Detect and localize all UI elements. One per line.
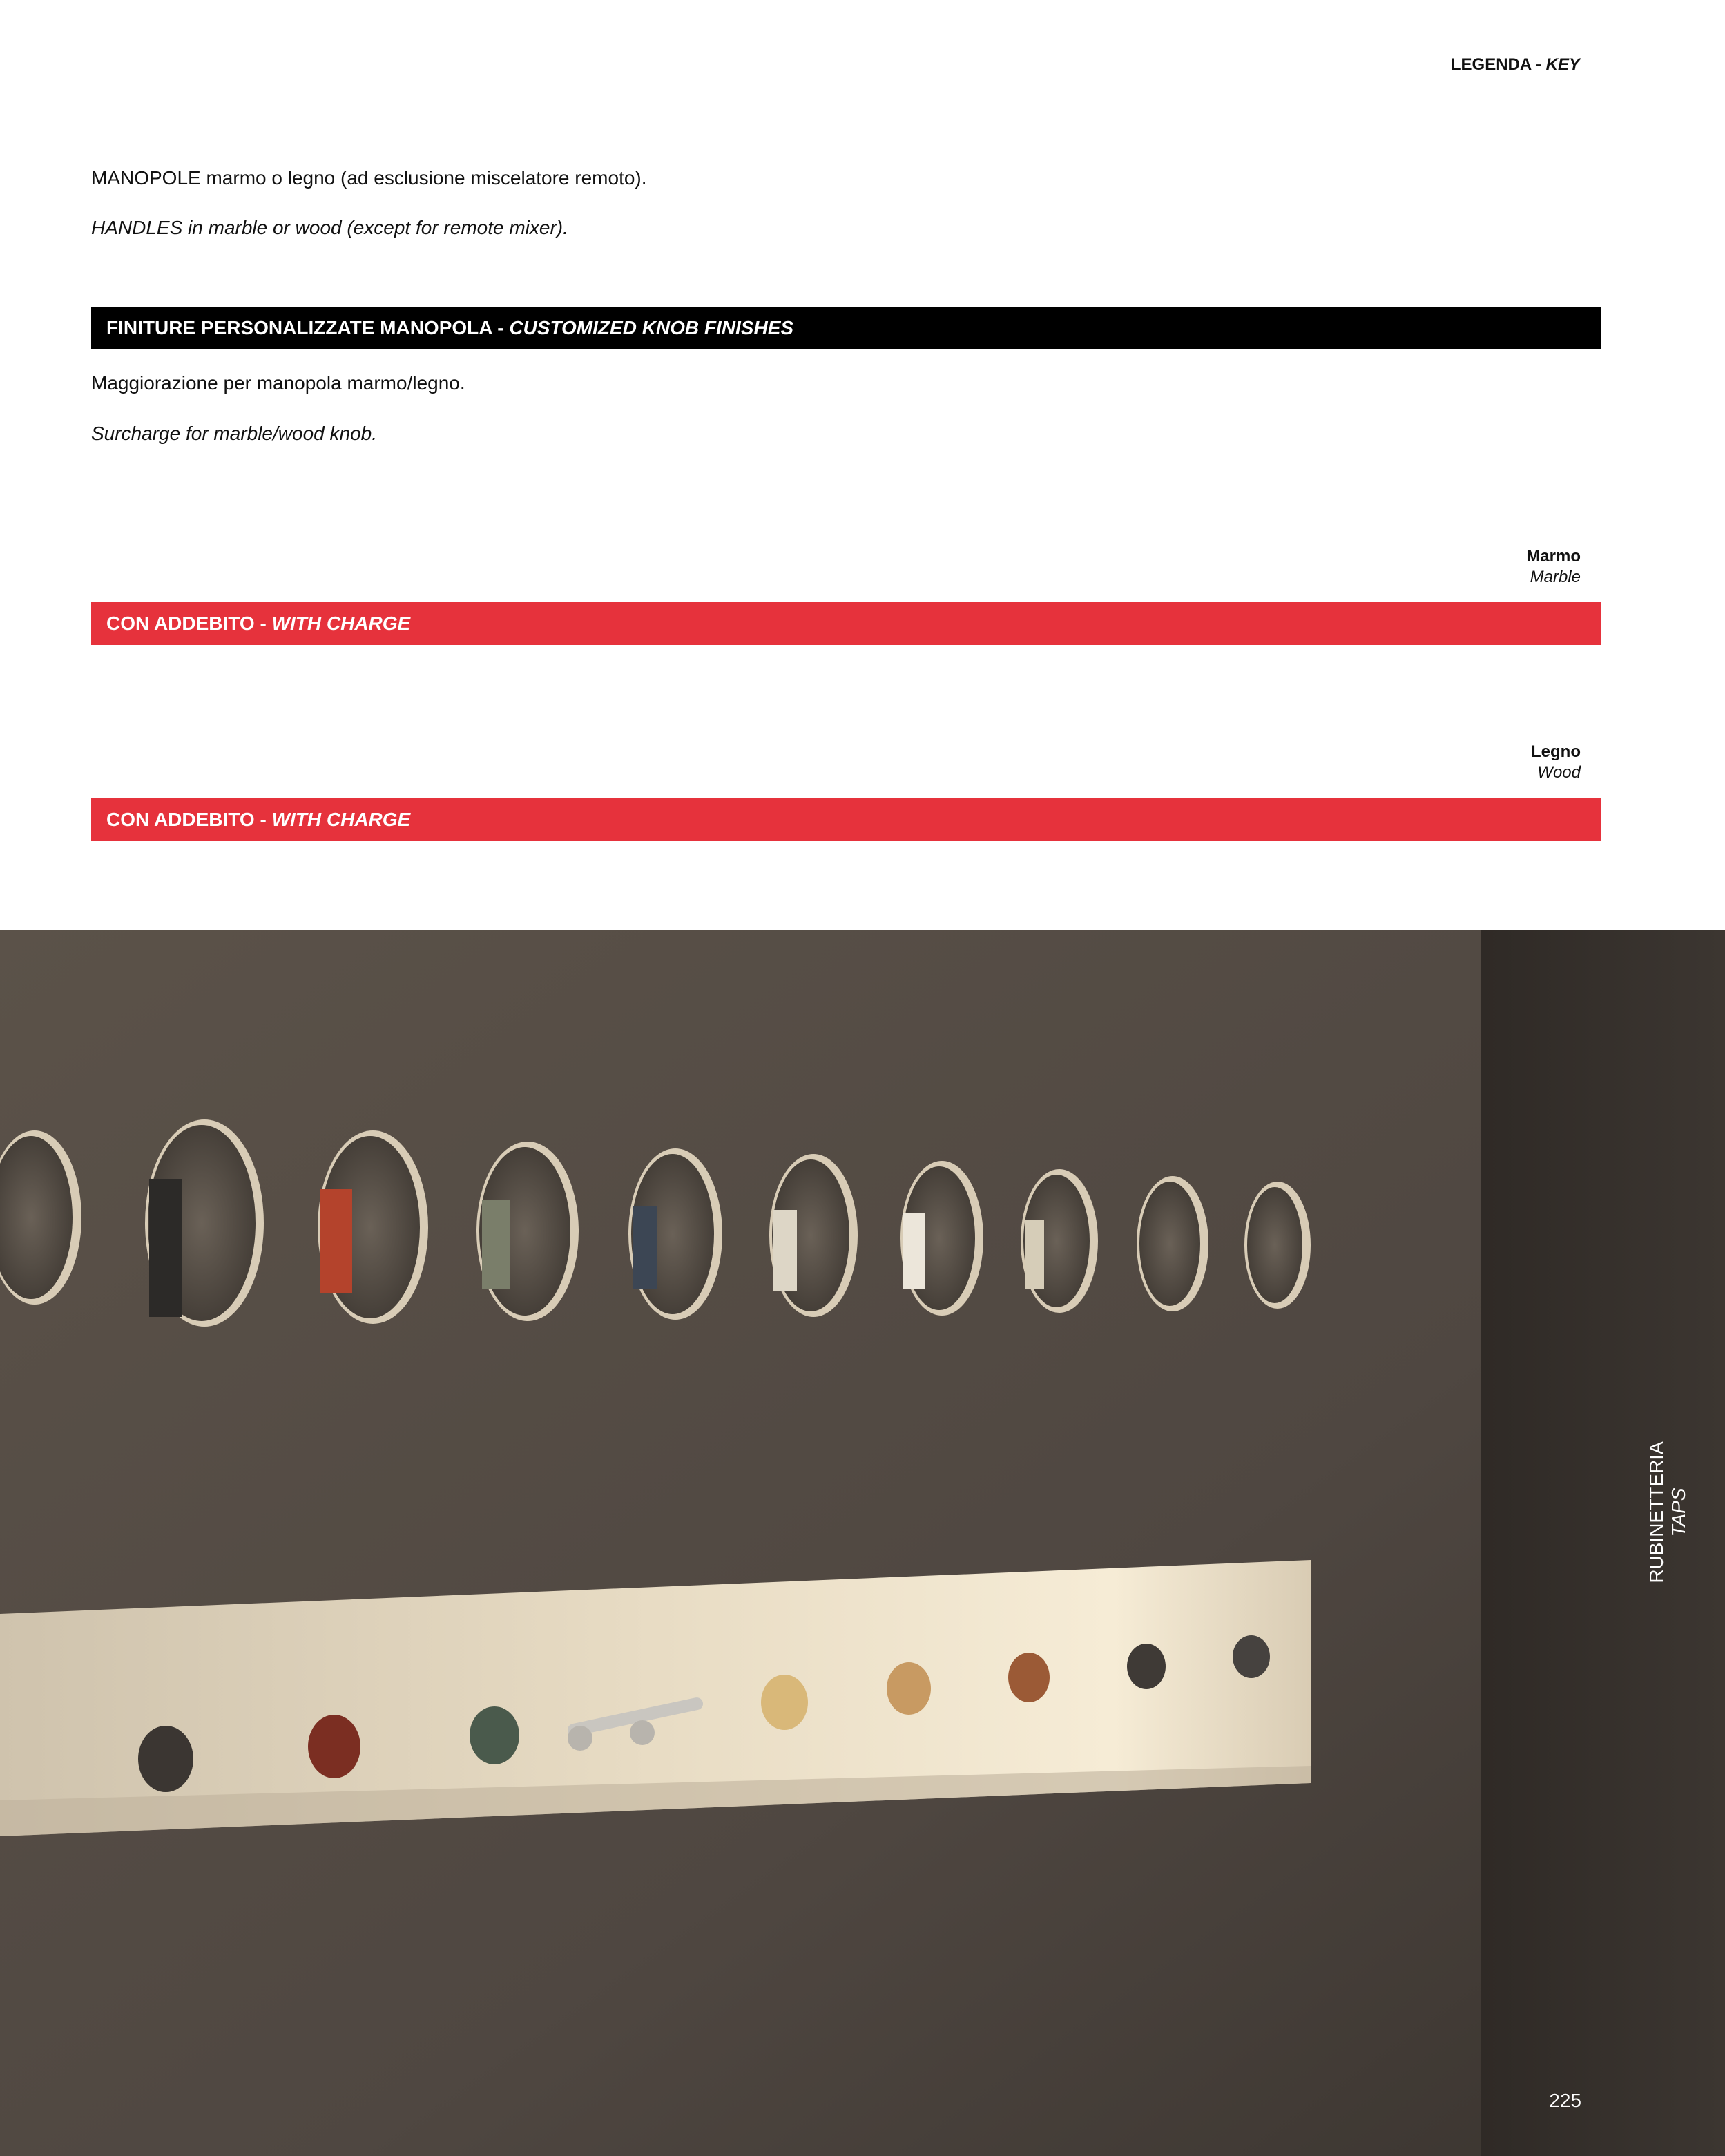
legend-key-it: LEGENDA - [1450, 55, 1546, 74]
surcharge-text-it: Maggiorazione per manopola marmo/legno. [91, 372, 465, 394]
marble-charge-en: WITH CHARGE [271, 613, 411, 634]
surcharge-text-en: Surcharge for marble/wood knob. [91, 423, 377, 444]
knob-1 [138, 1726, 193, 1792]
marble-charge-it: CON ADDEBITO - [106, 613, 272, 634]
custom-finishes-title-it: FINITURE PERSONALIZZATE MANOPOLA - [106, 317, 510, 338]
showroom-photo-svg [0, 930, 1725, 2156]
marble-charge-bar [91, 602, 1601, 645]
section-side-label-en: TAPS [1668, 1488, 1689, 1537]
knob-7 [1127, 1644, 1166, 1689]
photo-wall [0, 930, 1725, 2156]
knob-4 [761, 1675, 808, 1730]
material-marble-label [1526, 546, 1581, 588]
knob-3 [470, 1706, 519, 1764]
wood-charge-bar [91, 798, 1601, 841]
material-marble-en: Marble [1530, 568, 1581, 586]
knob-6 [1008, 1653, 1050, 1702]
wood-charge-en: WITH CHARGE [271, 809, 411, 830]
custom-finishes-bar [91, 307, 1601, 349]
intro-text-it: MANOPOLE marmo o legno (ad esclusione miscelatore remoto). [91, 167, 647, 189]
intro-text-en: HANDLES in marble or wood (except for remote mixer). [91, 217, 568, 238]
showroom-photo [0, 930, 1725, 2156]
material-wood-it: Legno [1531, 742, 1581, 761]
section-side-label-it: RUBINETTERIA [1646, 1441, 1667, 1584]
wood-charge-it: CON ADDEBITO - [106, 809, 272, 830]
legend-key-header [1451, 55, 1580, 75]
legend-key-en: KEY [1545, 55, 1580, 74]
knob-2 [308, 1715, 360, 1778]
custom-finishes-title-en: CUSTOMIZED KNOB FINISHES [509, 317, 794, 338]
page-number: 225 [1549, 2090, 1581, 2111]
knob-5 [887, 1662, 931, 1715]
material-wood-en: Wood [1537, 763, 1581, 782]
knob-8 [1233, 1635, 1270, 1678]
material-wood-label [1531, 742, 1581, 783]
section-side-label [1646, 1441, 1690, 1583]
material-marble-it: Marmo [1526, 547, 1581, 566]
